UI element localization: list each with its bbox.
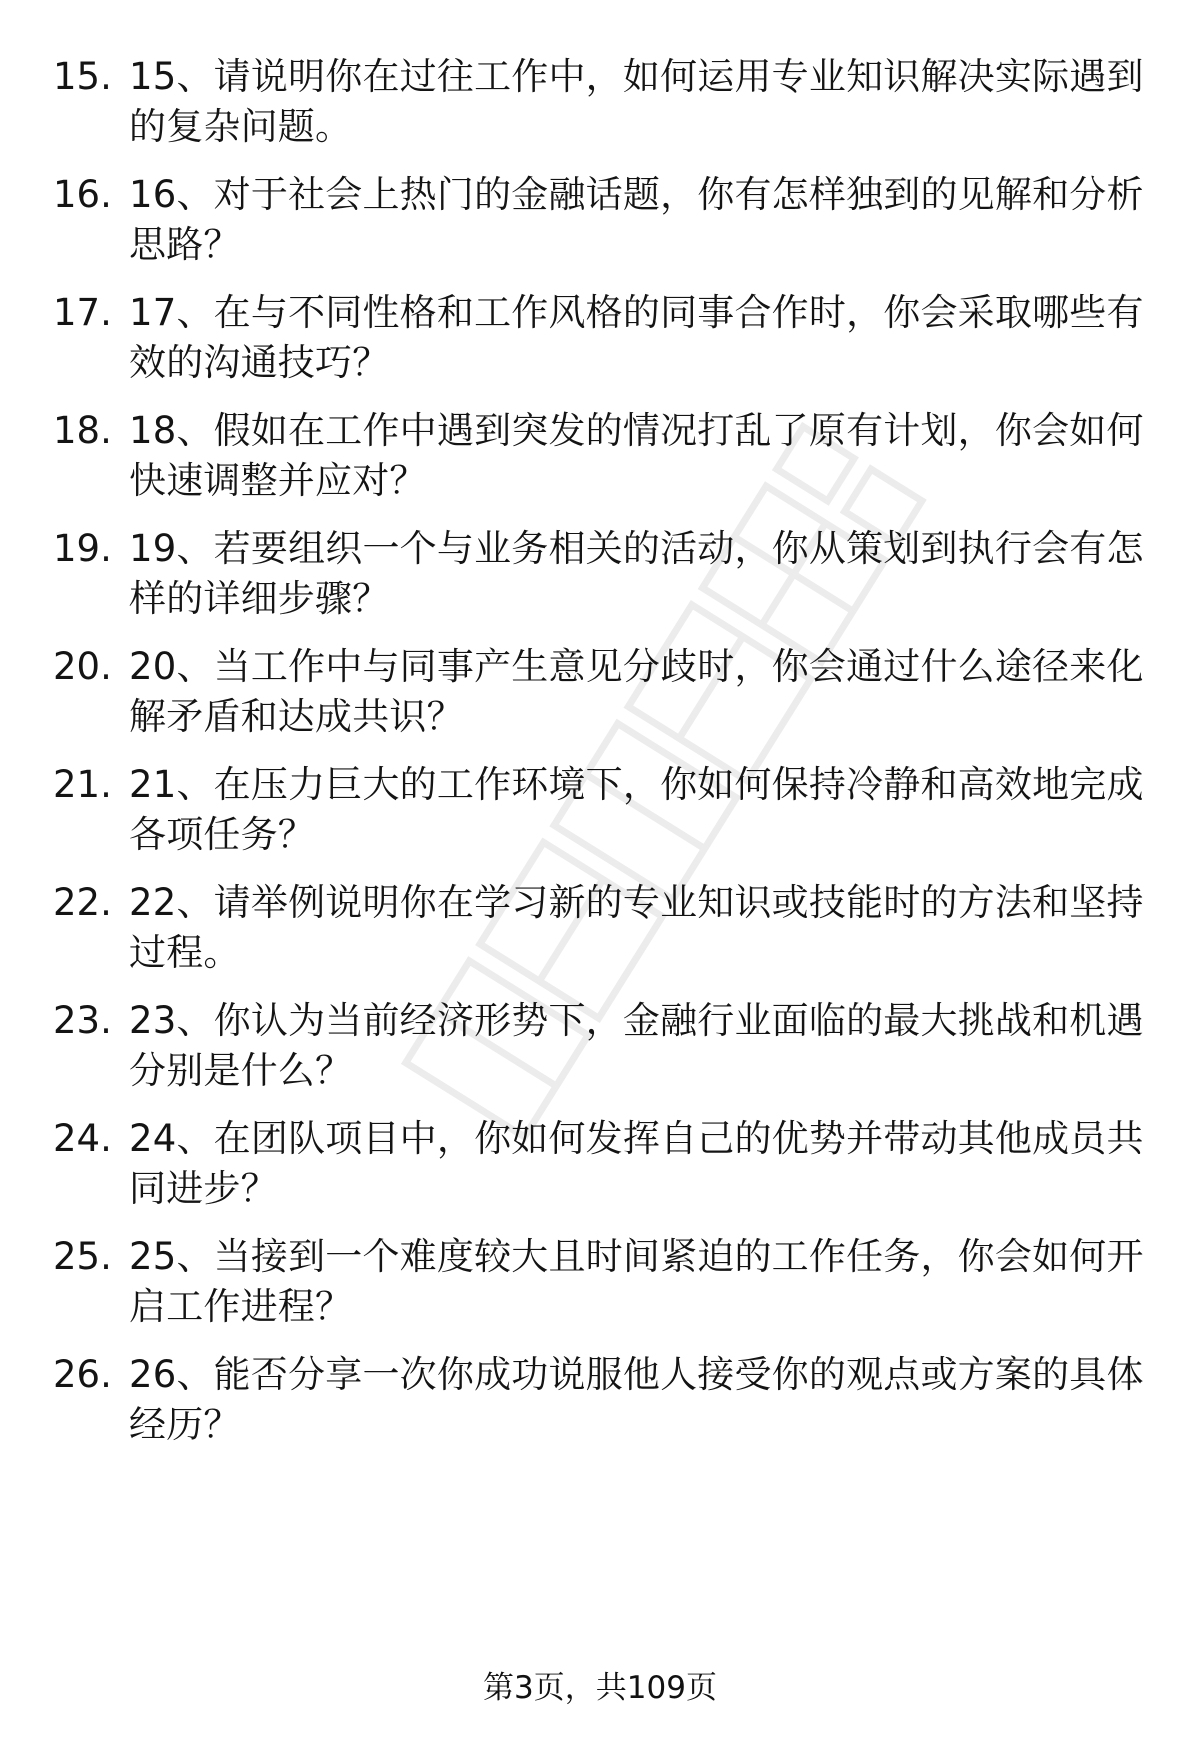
question-text: 21、在压力巨大的工作环境下，你如何保持冷静和高效地完成各项任务？ (129, 763, 1144, 856)
question-text: 24、在团队项目中，你如何发挥自己的优势并带动其他成员共同进步？ (129, 1117, 1144, 1210)
item-number: 15. (53, 55, 112, 98)
question-text: 22、请举例说明你在学习新的专业知识或技能时的方法和坚持过程。 (129, 881, 1144, 974)
item-number: 20. (53, 645, 112, 688)
item-number: 22. (53, 881, 112, 924)
item-number: 25. (53, 1235, 112, 1278)
question-text: 18、假如在工作中遇到突发的情况打乱了原有计划，你会如何快速调整并应对？ (129, 409, 1144, 502)
item-number: 18. (53, 409, 112, 452)
question-text: 20、当工作中与同事产生意见分歧时，你会通过什么途径来化解矛盾和达成共识？ (129, 645, 1144, 738)
question-text: 26、能否分享一次你成功说服他人接受你的观点或方案的具体经历？ (129, 1353, 1144, 1446)
question-text: 16、对于社会上热门的金融话题，你有怎样独到的见解和分析思路？ (129, 173, 1144, 266)
question-text: 23、你认为当前经济形势下，金融行业面临的最大挑战和机遇分别是什么？ (129, 999, 1144, 1092)
item-number: 16. (53, 173, 112, 216)
item-number: 23. (53, 999, 112, 1042)
question-text: 25、当接到一个难度较大且时间紧迫的工作任务，你会如何开启工作进程？ (129, 1235, 1144, 1328)
page-number-footer: 第3页，共109页 (483, 1670, 717, 1706)
item-number: 24. (53, 1117, 112, 1160)
item-number: 26. (53, 1353, 112, 1396)
question-text: 19、若要组织一个与业务相关的活动，你从策划到执行会有怎样的详细步骤？ (129, 527, 1144, 620)
question-text: 17、在与不同性格和工作风格的同事合作时，你会采取哪些有效的沟通技巧？ (129, 291, 1144, 384)
item-number: 17. (53, 291, 112, 334)
item-number: 21. (53, 763, 112, 806)
question-text: 15、请说明你在过往工作中，如何运用专业知识解决实际遇到的复杂问题。 (129, 55, 1144, 148)
item-number: 19. (53, 527, 112, 570)
